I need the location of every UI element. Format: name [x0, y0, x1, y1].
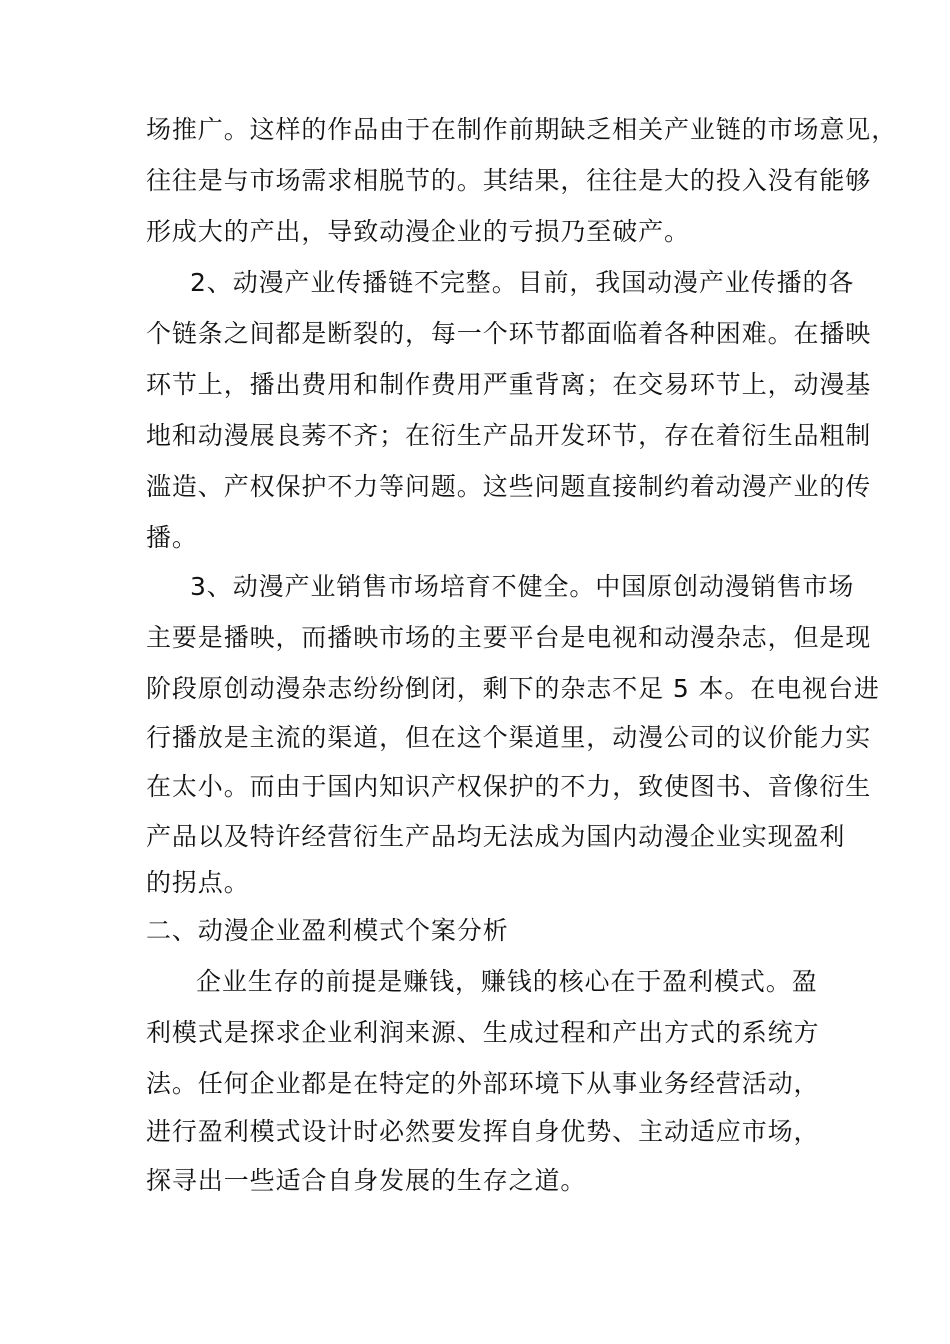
- paragraph-line: 地和动漫展良莠不齐；在衍生产品开发环节，存在着衍生品粗制: [146, 421, 872, 450]
- list-item-2-first-line: 2、动漫产业传播链不完整。目前，我国动漫产业传播的各: [190, 268, 855, 297]
- paragraph-line: 法。任何企业都是在特定的外部环境下从事业务经营活动，: [146, 1069, 820, 1098]
- paragraph-line: 个链条之间都是断裂的，每一个环节都面临着各种困难。在播映: [146, 319, 872, 348]
- paragraph-line: 进行盈利模式设计时必然要发挥自身优势、主动适应市场，: [146, 1117, 820, 1146]
- paragraph-line: 形成大的产出，导致动漫企业的亏损乃至破产。: [146, 217, 690, 246]
- paragraph-line: 场推广。这样的作品由于在制作前期缺乏相关产业链的市场意见，: [146, 115, 898, 144]
- paragraph-line: 产品以及特许经营衍生产品均无法成为国内动漫企业实现盈利: [146, 822, 846, 851]
- paragraph-line: 滥造、产权保护不力等问题。这些问题直接制约着动漫产业的传: [146, 472, 872, 501]
- paragraph-first-line: 企业生存的前提是赚钱，赚钱的核心在于盈利模式。盈: [196, 967, 818, 996]
- paragraph-line: 阶段原创动漫杂志纷纷倒闭，剩下的杂志不足 5 本。在电视台进: [146, 674, 880, 703]
- list-item-3-first-line: 3、动漫产业销售市场培育不健全。中国原创动漫销售市场: [190, 572, 855, 601]
- paragraph-line: 往往是与市场需求相脱节的。其结果，往往是大的投入没有能够: [146, 166, 872, 195]
- paragraph-line: 主要是播映，而播映市场的主要平台是电视和动漫杂志，但是现: [146, 623, 872, 652]
- paragraph-line: 播。: [146, 523, 198, 552]
- paragraph-line: 在太小。而由于国内知识产权保护的不力，致使图书、音像衍生: [146, 772, 872, 801]
- paragraph-line: 行播放是主流的渠道，但在这个渠道里，动漫公司的议价能力实: [146, 723, 872, 752]
- paragraph-line: 利模式是探求企业利润来源、生成过程和产出方式的系统方: [146, 1018, 820, 1047]
- section-heading: 二、动漫企业盈利模式个案分析: [146, 916, 509, 945]
- paragraph-line: 探寻出一些适合自身发展的生存之道。: [146, 1166, 587, 1195]
- paragraph-line: 环节上，播出费用和制作费用严重背离；在交易环节上，动漫基: [146, 370, 872, 399]
- paragraph-line: 的拐点。: [146, 868, 250, 897]
